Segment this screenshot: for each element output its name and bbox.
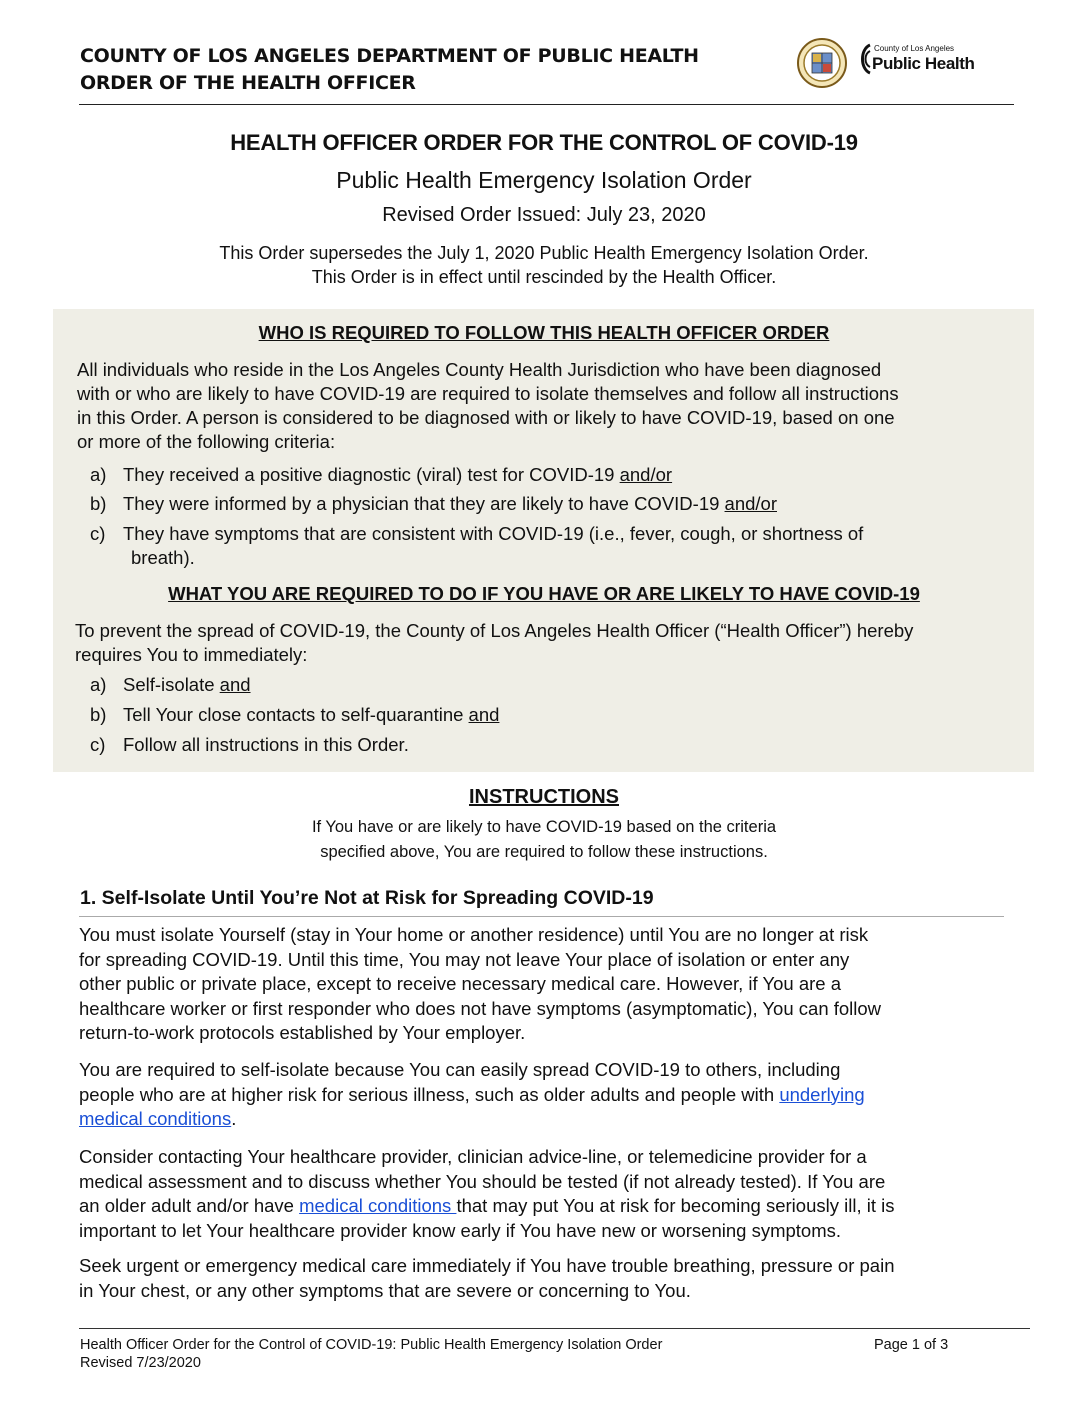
intro-line: or more of the following criteria:	[77, 431, 336, 452]
para-line: You must isolate Yourself (stay in Your home or another residence) until You are no longer at risk	[79, 924, 869, 945]
action-text: Follow all instructions in this Order.	[123, 734, 409, 755]
criteria-marker: c)	[90, 523, 106, 544]
section-1-heading: 1. Self-Isolate Until You’re Not at Risk for Spreading COVID-19	[80, 887, 654, 909]
para-line: You are required to self-isolate because You can easily spread COVID-19 to others, including	[79, 1059, 841, 1080]
header-rule	[79, 104, 1014, 105]
action-conj: and	[468, 704, 500, 725]
section-1-para-3	[79, 1145, 999, 1243]
public-health-swoosh-icon	[858, 43, 872, 75]
section-1-rule	[79, 916, 1004, 917]
criteria-conj: and/or	[619, 464, 673, 485]
para-text: an older adult and/or have	[79, 1195, 300, 1216]
criteria-marker: a)	[90, 464, 107, 485]
footer-rule	[79, 1328, 1030, 1329]
criteria-conj: and/or	[724, 493, 777, 514]
para-line	[79, 1083, 999, 1108]
requires-line: requires You to immediately:	[75, 644, 308, 665]
header-line-2: ORDER OF THE HEALTH OFFICER	[80, 72, 416, 94]
page-title: HEALTH OFFICER ORDER FOR THE CONTROL OF COVID-19	[230, 130, 858, 155]
criteria-item	[123, 492, 777, 516]
criteria-item	[123, 463, 672, 487]
action-text: Self-isolate	[123, 674, 220, 695]
para-line	[79, 1107, 999, 1132]
para-line	[79, 1194, 999, 1219]
criteria-marker: b)	[90, 493, 107, 514]
para-text: .	[231, 1108, 237, 1129]
para-line: important to let Your healthcare provider know early if You have new or worsening symptoms.	[79, 1219, 841, 1241]
section-1-para-2	[79, 1058, 999, 1132]
action-item	[123, 703, 499, 727]
para-line: Consider contacting Your healthcare provider, clinician advice-line, or telemedicine provider for a	[79, 1146, 867, 1167]
instructions-line: specified above, You are required to follow these instructions.	[320, 843, 768, 861]
criteria-text: They received a positive diagnostic (viral) test for COVID-19	[123, 464, 620, 485]
section-1-para-4	[79, 1254, 999, 1303]
requires-line: To prevent the spread of COVID-19, the County of Los Angeles Health Officer (“Health Officer”) hereby	[75, 620, 914, 641]
footer-title: Health Officer Order for the Control of COVID-19: Public Health Emergency Isolation Order	[80, 1337, 663, 1353]
effect-note: This Order is in effect until rescinded by the Health Officer.	[311, 267, 777, 287]
page-number: Page 1 of 3	[874, 1337, 949, 1353]
intro-line: in this Order. A person is considered to be diagnosed with or likely to have COVID-19, based on one	[77, 407, 895, 428]
logo-public-health-text: Public Health	[872, 54, 975, 73]
para-line: Seek urgent or emergency medical care immediately if You have trouble breathing, pressure or pain	[79, 1255, 895, 1276]
underlying-conditions-link[interactable]: underlying	[779, 1083, 865, 1105]
header-line-1: COUNTY OF LOS ANGELES DEPARTMENT OF PUBLIC HEALTH	[80, 45, 699, 67]
supersedes-note: This Order supersedes the July 1, 2020 Public Health Emergency Isolation Order.	[219, 243, 869, 263]
para-line: for spreading COVID-19. Until this time, You may not leave Your place of isolation or enter any	[79, 948, 850, 970]
county-seal-icon	[797, 38, 847, 88]
criteria-text: They were informed by a physician that they are likely to have COVID-19	[123, 493, 725, 514]
para-line: other public or private place, except to receive necessary medical care. However, if You are a	[79, 973, 841, 994]
action-marker: b)	[90, 704, 107, 725]
para-text: people who are at higher risk for serious illness, such as older adults and people with	[79, 1083, 780, 1105]
action-item	[123, 673, 251, 697]
criteria-text: They have symptoms that are consistent with COVID-19 (i.e., fever, cough, or shortness of	[123, 523, 864, 544]
what-heading: WHAT YOU ARE REQUIRED TO DO IF YOU HAVE OR ARE LIKELY TO HAVE COVID-19	[168, 583, 920, 604]
logo-county-text: County of Los Angeles	[874, 44, 955, 53]
para-line: healthcare worker or first responder who does not have symptoms (asymptomatic), You can follow	[79, 997, 882, 1019]
intro-line: All individuals who reside in the Los Angeles County Health Jurisdiction who have been diagnosed	[77, 359, 882, 380]
action-marker: a)	[90, 674, 107, 695]
action-marker: c)	[90, 734, 106, 755]
section-1-para-1	[79, 923, 999, 1046]
action-conj: and	[219, 674, 251, 695]
footer-revised: Revised 7/23/2020	[80, 1355, 201, 1371]
para-line: in Your chest, or any other symptoms that are severe or concerning to You.	[79, 1279, 691, 1301]
para-line: medical assessment and to discuss whether You should be tested (if not already tested). If You are	[79, 1170, 886, 1192]
para-text: that may put You at risk for becoming seriously ill, it is	[456, 1195, 895, 1216]
action-text: Tell Your close contacts to self-quarantine	[123, 704, 469, 725]
criteria-text-cont: breath).	[131, 547, 195, 568]
page-subtitle: Public Health Emergency Isolation Order	[336, 167, 752, 193]
underlying-conditions-link-cont[interactable]: medical conditions	[79, 1108, 232, 1129]
instructions-line: If You have or are likely to have COVID-19 based on the criteria	[311, 818, 777, 836]
instructions-heading: INSTRUCTIONS	[469, 786, 619, 808]
who-heading: WHO IS REQUIRED TO FOLLOW THIS HEALTH OFFICER ORDER	[258, 322, 830, 343]
revised-date: Revised Order Issued: July 23, 2020	[382, 204, 706, 226]
medical-conditions-link[interactable]: medical conditions	[299, 1195, 457, 1216]
intro-line: with or who are likely to have COVID-19 are required to isolate themselves and follow all instructions	[77, 383, 899, 404]
para-line: return-to-work protocols established by Your employer.	[79, 1022, 526, 1043]
